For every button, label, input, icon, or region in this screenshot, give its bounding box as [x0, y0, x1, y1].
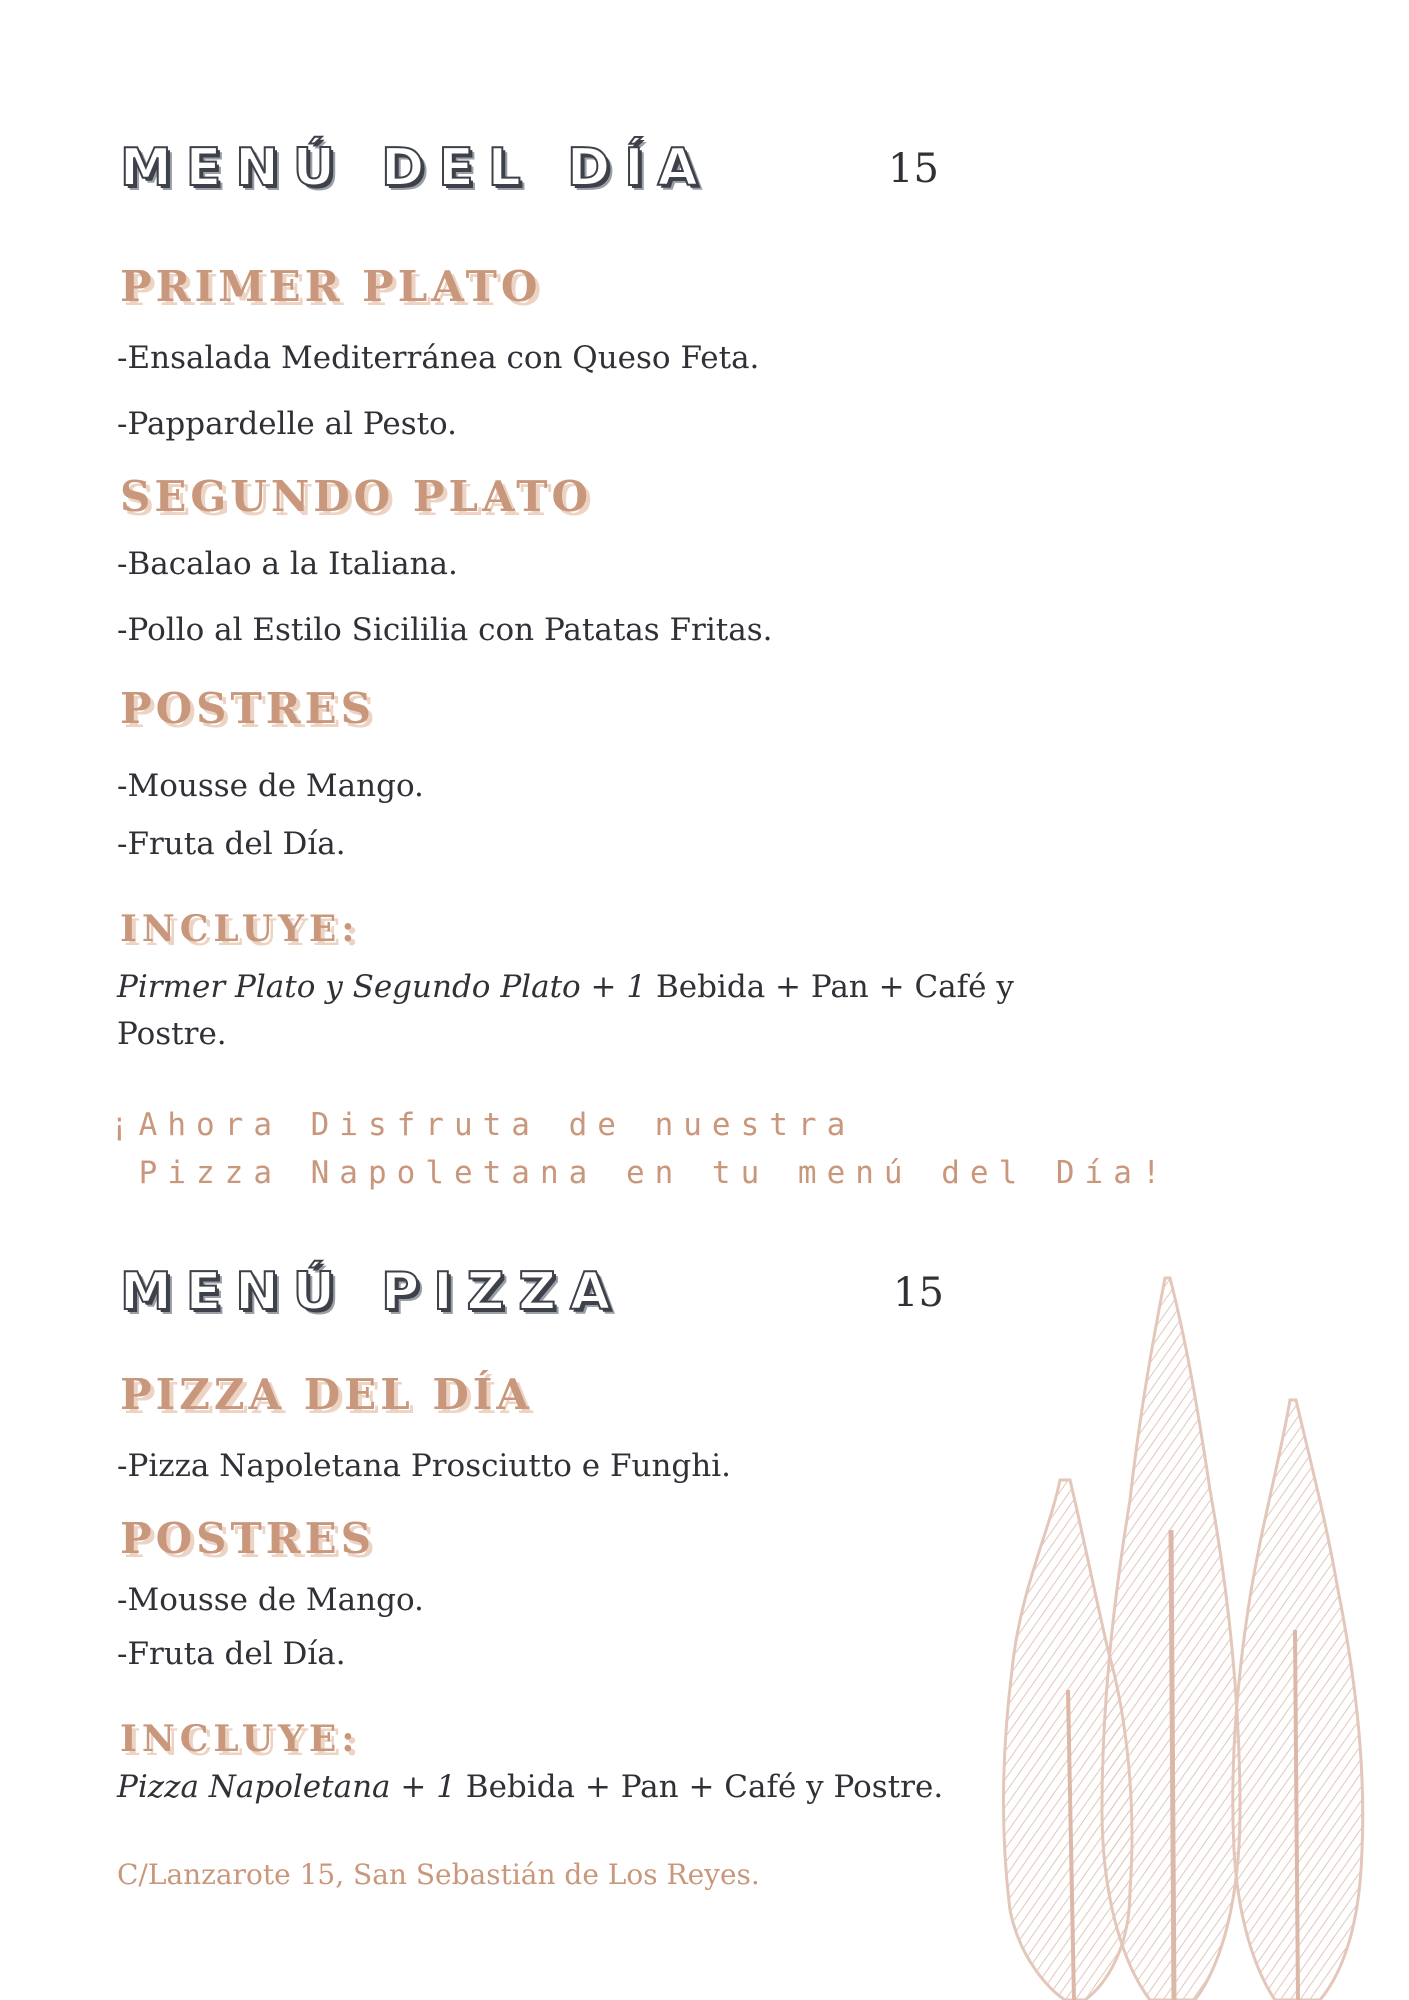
pizza-incluye-italic: Pizza Napoletana + 1	[117, 1769, 456, 1805]
promo-line-2: Pizza Napoletana en tu menú del Día!	[110, 1155, 1171, 1191]
menu-item: -Pappardelle al Pesto.	[117, 406, 458, 442]
incluye-rest: Bebida + Pan + Café y Postre.	[117, 969, 1014, 1052]
pizza-dia-heading: PIZZA DEL DÍA	[120, 1370, 533, 1419]
menu-item: -Mousse de Mango.	[117, 768, 424, 804]
menu-pizza-title: MENÚ PIZZA	[120, 1262, 625, 1322]
pizza-incluye-text	[117, 1764, 1017, 1811]
menu-dia-price: 15	[888, 146, 939, 192]
address: C/Lanzarote 15, San Sebastián de Los Reyes.	[117, 1858, 760, 1891]
primer-plato-heading: PRIMER PLATO	[120, 262, 542, 311]
pizza-postres-heading: POSTRES	[120, 1514, 376, 1563]
segundo-plato-heading: SEGUNDO PLATO	[120, 472, 593, 521]
promo-line-1: ¡Ahora Disfruta de nuestra	[110, 1107, 856, 1143]
pizza-incluye-rest: Bebida + Pan + Café y Postre.	[455, 1769, 944, 1805]
incluye-text	[117, 964, 1047, 1058]
cypress-trees-icon	[990, 1270, 1370, 2000]
incluye-italic: Pirmer Plato y Segundo Plato + 1	[117, 969, 647, 1005]
menu-item: -Fruta del Día.	[117, 826, 346, 862]
menu-item: -Pollo al Estilo Sicililia con Patatas Fritas.	[117, 612, 773, 648]
menu-item: -Fruta del Día.	[117, 1636, 346, 1672]
pizza-incluye-heading: INCLUYE:	[120, 1718, 360, 1760]
menu-item: -Bacalao a la Italiana.	[117, 546, 458, 582]
menu-item: -Mousse de Mango.	[117, 1582, 424, 1618]
menu-dia-title: MENÚ DEL DÍA	[120, 138, 712, 198]
menu-pizza-price: 15	[893, 1270, 944, 1316]
incluye-heading: INCLUYE:	[120, 908, 360, 950]
menu-item: -Pizza Napoletana Prosciutto e Funghi.	[117, 1448, 732, 1484]
menu-item: -Ensalada Mediterránea con Queso Feta.	[117, 340, 760, 376]
postres-heading: POSTRES	[120, 684, 376, 733]
